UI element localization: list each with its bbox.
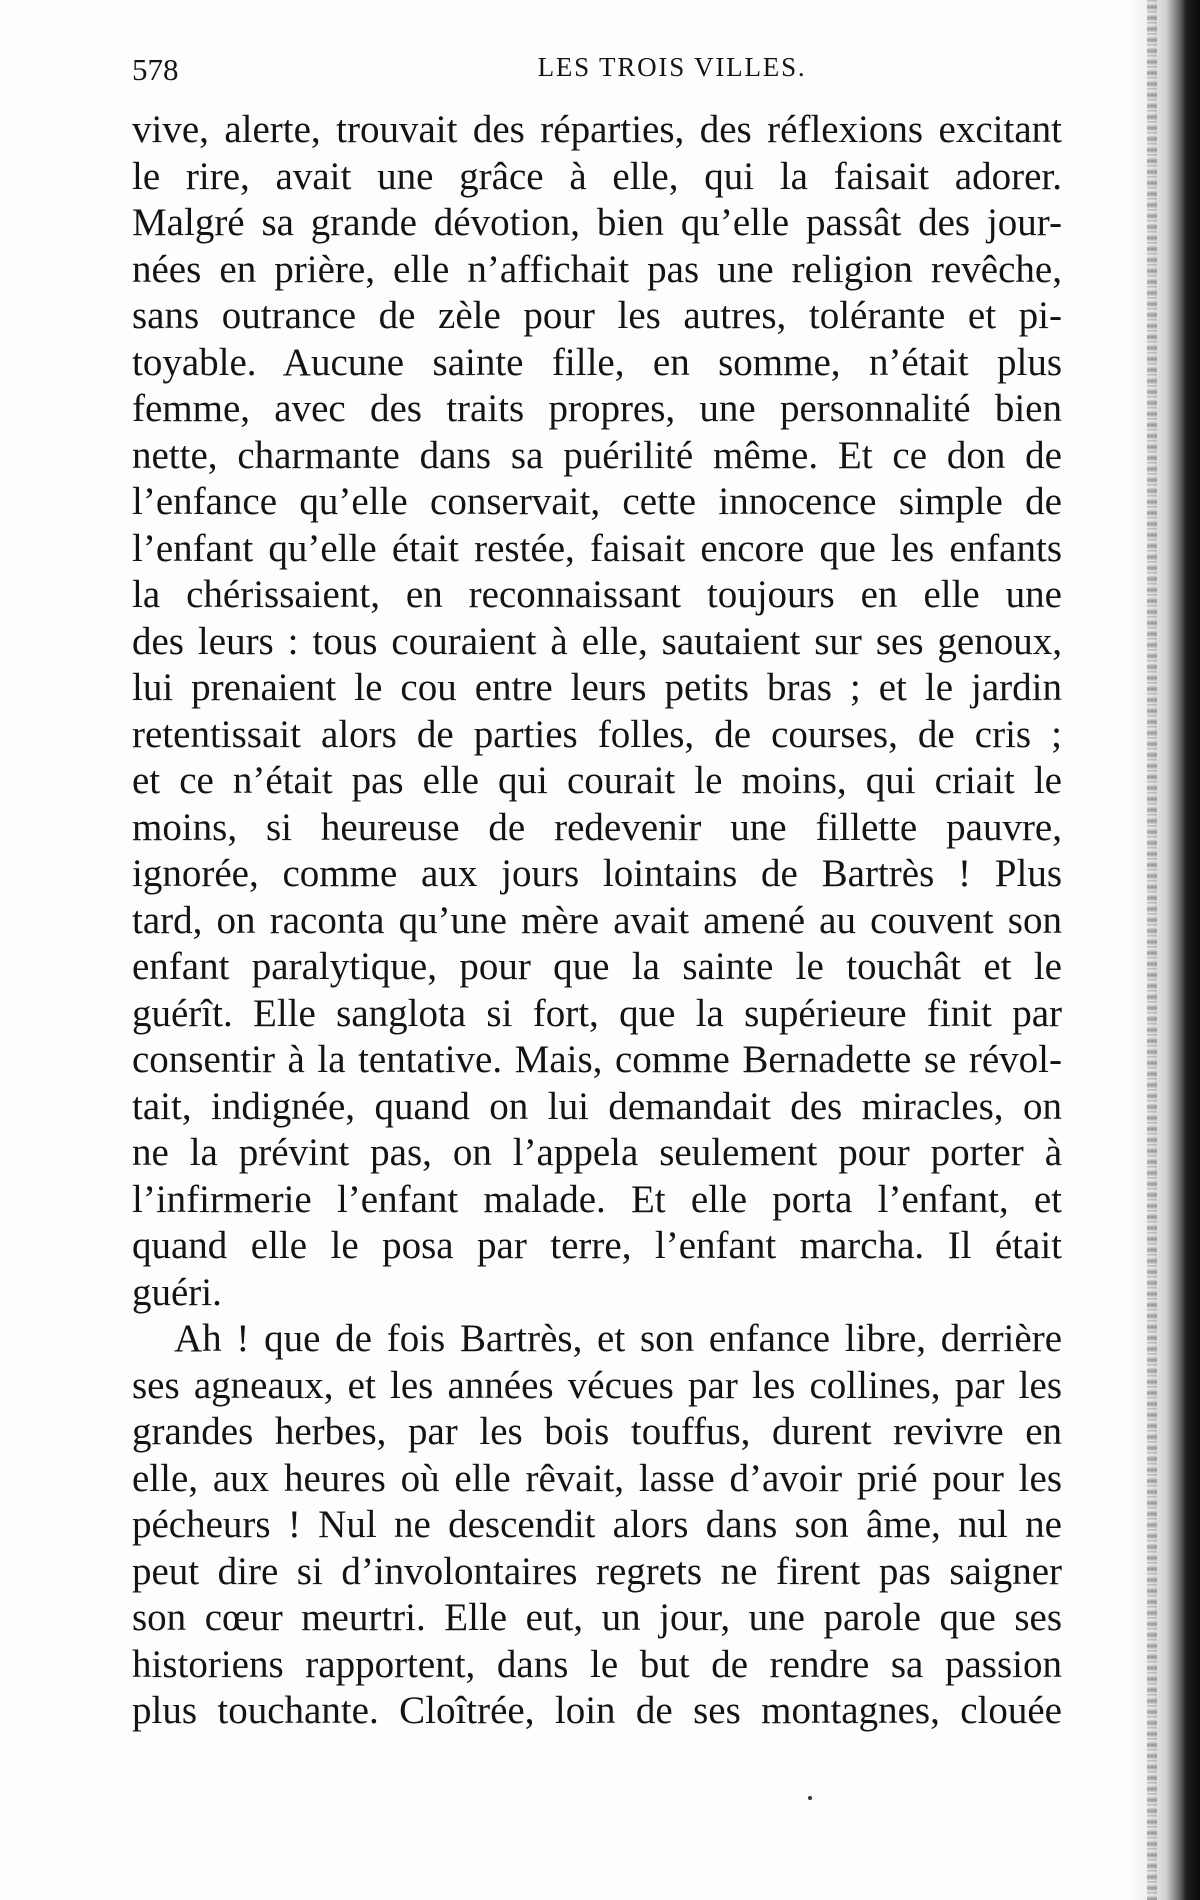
text-line: enfant paralytique, pour que la sainte le touchât et le — [132, 945, 1062, 988]
text-line: vive, alerte, trouvait des réparties, des réflexions excitant — [132, 108, 1062, 151]
text-line: ses agneaux, et les années vécues par les collines, par les — [132, 1363, 1062, 1407]
running-title: LES TROIS VILLES. — [537, 52, 807, 82]
text-line: la chérissaient, en reconnaissant toujours en elle une — [132, 573, 1062, 616]
text-line: consentir à la tentative. Mais, comme Bernadette se révol- — [132, 1038, 1062, 1081]
text-line: ne la prévint pas, on l’appela seulement pour porter à — [132, 1131, 1062, 1174]
text-line: retentissait alors de parties folles, de courses, de cris ; — [132, 712, 1062, 756]
text-line: le rire, avait une grâce à elle, qui la faisait adorer. — [132, 154, 1062, 198]
page-number: 578 — [132, 52, 179, 87]
text-line: moins, si heureuse de redevenir une fillette pauvre, — [132, 805, 1062, 849]
text-line: nette, charmante dans sa puérilité même. Et ce don de — [132, 433, 1062, 477]
text-line: son cœur meurtri. Elle eut, un jour, une parole que ses — [132, 1596, 1062, 1639]
text-line: ignorée, comme aux jours lointains de Bartrès ! Plus — [132, 852, 1062, 895]
text-line: elle, aux heures où elle rêvait, lasse d’avoir prié pour les — [132, 1456, 1062, 1500]
text-line: femme, avec des traits propres, une personnalité bien — [132, 387, 1062, 430]
text-line: pécheurs ! Nul ne descendit alors dans son âme, nul ne — [132, 1503, 1062, 1546]
text-line: Ah ! que de fois Bartrès, et son enfance libre, derrière — [174, 1317, 1062, 1360]
text-line: tard, on raconta qu’une mère avait amené au couvent son — [132, 898, 1062, 942]
text-line: historiens rapportent, dans le but de rendre sa passion — [132, 1642, 1062, 1686]
text-line: nées en prière, elle n’affichait pas une religion revêche, — [132, 247, 1062, 291]
text-line: lui prenaient le cou entre leurs petits bras ; et le jardin — [132, 666, 1062, 709]
text-line: guéri. — [132, 1270, 222, 1314]
text-line: grandes herbes, par les bois touffus, durent revivre en — [132, 1410, 1062, 1453]
text-line: quand elle le posa par terre, l’enfant marcha. Il était — [132, 1224, 1062, 1267]
ink-speck — [808, 1796, 812, 1800]
text-line: l’enfant qu’elle était restée, faisait encore que les enfants — [132, 526, 1062, 570]
page-header — [132, 44, 1062, 94]
text-line: l’infirmerie l’enfant malade. Et elle porta l’enfant, et — [132, 1177, 1062, 1221]
text-line: plus touchante. Cloîtrée, loin de ses montagnes, clouée — [132, 1689, 1062, 1732]
body-text — [132, 107, 1062, 1735]
text-line: sans outrance de zèle pour les autres, tolérante et pi- — [132, 294, 1062, 337]
page-binding-edge — [1125, 0, 1200, 1900]
text-line: toyable. Aucune sainte fille, en somme, n’était plus — [132, 340, 1062, 384]
text-line: l’enfance qu’elle conservait, cette innocence simple de — [132, 480, 1062, 523]
text-line: Malgré sa grande dévotion, bien qu’elle passât des jour- — [132, 201, 1062, 244]
text-line: peut dire si d’involontaires regrets ne firent pas saigner — [132, 1549, 1062, 1593]
text-line: tait, indignée, quand on lui demandait des miracles, on — [132, 1084, 1062, 1128]
text-line: guérît. Elle sanglota si fort, que la supérieure finit par — [132, 991, 1062, 1035]
text-line: et ce n’était pas elle qui courait le moins, qui criait le — [132, 759, 1062, 802]
text-line: des leurs : tous couraient à elle, sautaient sur ses genoux, — [132, 619, 1062, 663]
